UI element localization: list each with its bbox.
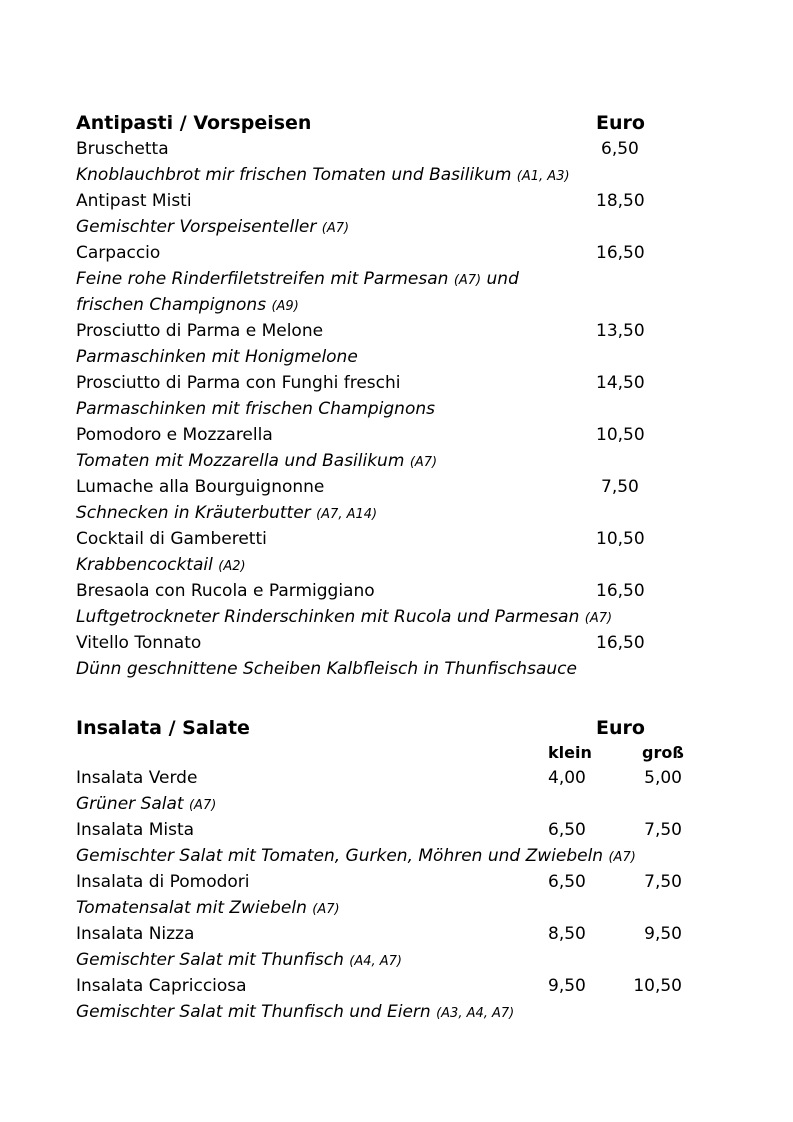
menu-item — [76, 188, 716, 214]
item-name: Insalata Mista — [76, 820, 195, 840]
allergen-codes: (A9) — [271, 299, 299, 314]
description-text: Schnecken in Kräuterbutter — [76, 503, 311, 523]
item-description-continued — [76, 292, 716, 318]
allergen-codes: (A7) — [188, 798, 217, 813]
section-title: Insalata / Salate — [76, 717, 250, 739]
price-large: 10,50 — [633, 976, 682, 996]
item-description — [76, 552, 716, 578]
price-small: 6,50 — [548, 820, 586, 840]
item-price: 18,50 — [596, 191, 645, 211]
description-text: Parmaschinken mit Honigmelone — [76, 347, 358, 367]
item-name: Insalata Verde — [76, 768, 198, 788]
item-description — [76, 214, 716, 240]
item-description — [76, 162, 716, 188]
allergen-codes: (A7, A14) — [316, 507, 378, 522]
allergen-codes: (A2) — [218, 559, 246, 574]
allergen-codes: (A1, A3) — [516, 169, 570, 184]
currency-label: Euro — [596, 717, 645, 739]
item-name: Prosciutto di Parma e Melone — [76, 321, 324, 341]
item-description — [76, 999, 716, 1025]
item-description — [76, 791, 716, 817]
item-name: Insalata di Pomodori — [76, 872, 250, 892]
item-name: Lumache alla Bourguignonne — [76, 477, 325, 497]
item-description — [76, 448, 716, 474]
item-price: 16,50 — [596, 581, 645, 601]
insalata-section — [76, 715, 716, 1025]
description-text: Feine rohe Rinderfiletstreifen mit Parmesan — [76, 269, 449, 289]
antipasti-section — [76, 110, 716, 682]
description-text: Dünn geschnittene Scheiben Kalbfleisch in Thunfischsauce — [76, 659, 577, 679]
size-small-label: klein — [548, 743, 592, 762]
item-name: Cocktail di Gamberetti — [76, 529, 267, 549]
description-text: Krabbencocktail — [76, 555, 213, 575]
description-text: Luftgetrockneter Rinderschinken mit Rucola und Parmesan — [76, 607, 580, 627]
allergen-codes: (A4, A7) — [349, 954, 403, 969]
menu-item — [76, 370, 716, 396]
insalata-heading-row — [76, 715, 716, 741]
description-text: frischen Champignons — [76, 295, 267, 315]
description-text: Knoblauchbrot mir frischen Tomaten und Basilikum — [76, 165, 512, 185]
item-name: Carpaccio — [76, 243, 161, 263]
item-description — [76, 656, 716, 682]
menu-item — [76, 817, 716, 843]
menu-item — [76, 318, 716, 344]
item-name: Pomodoro e Mozzarella — [76, 425, 273, 445]
item-description — [76, 396, 716, 422]
item-description — [76, 843, 716, 869]
currency-label: Euro — [596, 112, 645, 134]
item-name: Insalata Capricciosa — [76, 976, 247, 996]
allergen-codes: (A3, A4, A7) — [436, 1006, 515, 1021]
description-text: Tomatensalat mit Zwiebeln — [76, 898, 307, 918]
description-text: Gemischter Vorspeisenteller — [76, 217, 317, 237]
size-large-label: groß — [642, 743, 684, 762]
item-price: 7,50 — [601, 477, 639, 497]
price-large: 5,00 — [644, 768, 682, 788]
antipasti-heading-row — [76, 110, 716, 136]
menu-item — [76, 973, 716, 999]
menu-item — [76, 578, 716, 604]
price-large: 9,50 — [644, 924, 682, 944]
item-price: 13,50 — [596, 321, 645, 341]
item-description — [76, 947, 716, 973]
price-large: 7,50 — [644, 820, 682, 840]
item-price: 10,50 — [596, 529, 645, 549]
item-price: 16,50 — [596, 633, 645, 653]
item-name: Vitello Tonnato — [76, 633, 202, 653]
item-description — [76, 604, 716, 630]
item-price: 10,50 — [596, 425, 645, 445]
allergen-codes: (A7) — [321, 221, 350, 236]
description-tail: und — [486, 269, 519, 289]
item-price: 16,50 — [596, 243, 645, 263]
item-name: Bruschetta — [76, 139, 169, 159]
description-text: Grüner Salat — [76, 794, 184, 814]
allergen-codes: (A7) — [584, 611, 613, 626]
item-price: 14,50 — [596, 373, 645, 393]
item-description — [76, 895, 716, 921]
section-title: Antipasti / Vorspeisen — [76, 112, 312, 134]
item-name: Prosciutto di Parma con Funghi freschi — [76, 373, 401, 393]
menu-item — [76, 869, 716, 895]
menu-item — [76, 240, 716, 266]
price-small: 6,50 — [548, 872, 586, 892]
description-text: Gemischter Salat mit Thunfisch — [76, 950, 344, 970]
item-name: Antipast Misti — [76, 191, 192, 211]
menu-item — [76, 136, 716, 162]
menu-item — [76, 526, 716, 552]
menu-item — [76, 765, 716, 791]
description-text: Parmaschinken mit frischen Champignons — [76, 399, 435, 419]
item-description — [76, 500, 716, 526]
menu-item — [76, 630, 716, 656]
price-small: 9,50 — [548, 976, 586, 996]
size-header-row — [76, 741, 716, 765]
allergen-codes: (A7) — [453, 273, 482, 288]
allergen-codes: (A7) — [409, 455, 438, 470]
menu-item — [76, 474, 716, 500]
item-price: 6,50 — [601, 139, 639, 159]
description-text: Gemischter Salat mit Tomaten, Gurken, Möhren und Zwiebeln — [76, 846, 604, 866]
description-text: Gemischter Salat mit Thunfisch und Eiern — [76, 1002, 431, 1022]
price-large: 7,50 — [644, 872, 682, 892]
allergen-codes: (A7) — [312, 902, 340, 917]
menu-item — [76, 422, 716, 448]
item-description — [76, 344, 716, 370]
item-name: Insalata Nizza — [76, 924, 195, 944]
item-description — [76, 266, 716, 292]
item-name: Bresaola con Rucola e Parmiggiano — [76, 581, 375, 601]
price-small: 8,50 — [548, 924, 586, 944]
price-small: 4,00 — [548, 768, 586, 788]
description-text: Tomaten mit Mozzarella und Basilikum — [76, 451, 405, 471]
allergen-codes: (A7) — [608, 850, 636, 865]
menu-item — [76, 921, 716, 947]
